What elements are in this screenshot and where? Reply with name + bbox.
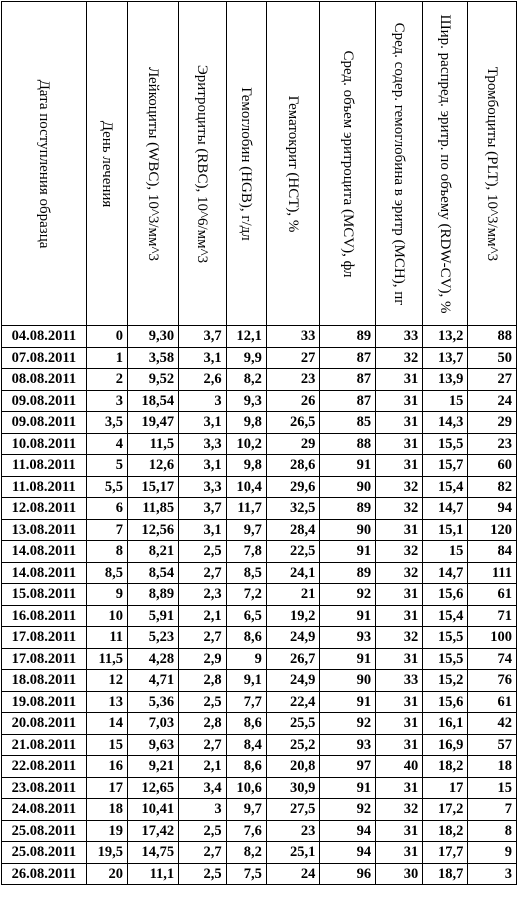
day-cell: 10 (86, 605, 127, 627)
rbc-cell: 2,5 (179, 691, 226, 713)
hgb-cell: 10,6 (226, 777, 266, 799)
wbc-cell: 9,63 (128, 734, 179, 756)
hgb-cell: 10,2 (226, 433, 266, 455)
rbc-cell: 2,1 (179, 756, 226, 778)
rbc-cell: 3,4 (179, 777, 226, 799)
plt-cell: 27 (468, 369, 517, 391)
mcv-cell: 89 (320, 326, 376, 348)
wbc-cell: 5,91 (128, 605, 179, 627)
day-cell: 15 (86, 734, 127, 756)
wbc-cell: 11,1 (128, 863, 179, 885)
hgb-cell: 9,8 (226, 455, 266, 477)
table-row (2, 519, 517, 541)
rdw-cell: 15,1 (423, 519, 468, 541)
date-cell: 19.08.2011 (2, 691, 87, 713)
day-cell: 20 (86, 863, 127, 885)
plt-cell: 61 (468, 691, 517, 713)
wbc-cell: 9,30 (128, 326, 179, 348)
rbc-cell: 2,8 (179, 670, 226, 692)
mcv-cell: 91 (320, 648, 376, 670)
wbc-cell: 15,17 (128, 476, 179, 498)
plt-cell: 94 (468, 498, 517, 520)
wbc-cell: 5,23 (128, 627, 179, 649)
hct-cell: 25,1 (266, 842, 320, 864)
header-row (2, 2, 517, 326)
wbc-cell: 9,52 (128, 369, 179, 391)
rbc-cell: 3,3 (179, 476, 226, 498)
wbc-cell: 8,54 (128, 562, 179, 584)
table-row (2, 433, 517, 455)
wbc-cell: 7,03 (128, 713, 179, 735)
date-cell: 20.08.2011 (2, 713, 87, 735)
plt-cell: 50 (468, 347, 517, 369)
day-cell: 19,5 (86, 842, 127, 864)
hgb-cell: 8,6 (226, 756, 266, 778)
date-cell: 09.08.2011 (2, 390, 87, 412)
mcv-cell: 90 (320, 519, 376, 541)
table-row (2, 562, 517, 584)
mch-cell: 32 (376, 627, 423, 649)
day-cell: 5,5 (86, 476, 127, 498)
mch-cell: 31 (376, 455, 423, 477)
rdw-cell: 17,7 (423, 842, 468, 864)
table-row (2, 627, 517, 649)
rdw-cell: 15,6 (423, 584, 468, 606)
hct-cell: 24,1 (266, 562, 320, 584)
mcv-cell: 94 (320, 842, 376, 864)
rbc-cell: 2,5 (179, 863, 226, 885)
table-row (2, 670, 517, 692)
hgb-cell: 9,8 (226, 412, 266, 434)
day-cell: 7 (86, 519, 127, 541)
mcv-cell: 92 (320, 713, 376, 735)
mcv-cell: 94 (320, 820, 376, 842)
mch-cell: 40 (376, 756, 423, 778)
column-header: День лечения (86, 2, 127, 326)
mch-cell: 31 (376, 390, 423, 412)
mcv-cell: 88 (320, 433, 376, 455)
hgb-cell: 7,6 (226, 820, 266, 842)
day-cell: 2 (86, 369, 127, 391)
wbc-cell: 8,21 (128, 541, 179, 563)
hct-cell: 29,6 (266, 476, 320, 498)
mcv-cell: 91 (320, 455, 376, 477)
mcv-cell: 96 (320, 863, 376, 885)
mch-cell: 31 (376, 777, 423, 799)
rbc-cell: 2,7 (179, 734, 226, 756)
date-cell: 17.08.2011 (2, 648, 87, 670)
mch-cell: 31 (376, 691, 423, 713)
table-row (2, 326, 517, 348)
wbc-cell: 11,85 (128, 498, 179, 520)
day-cell: 12 (86, 670, 127, 692)
hct-cell: 33 (266, 326, 320, 348)
mcv-cell: 90 (320, 670, 376, 692)
blood-test-table (1, 1, 517, 885)
rdw-cell: 13,7 (423, 347, 468, 369)
wbc-cell: 18,54 (128, 390, 179, 412)
column-header: Гемоглобин (HGB), г/дл (226, 2, 266, 326)
day-cell: 16 (86, 756, 127, 778)
day-cell: 19 (86, 820, 127, 842)
hgb-cell: 10,4 (226, 476, 266, 498)
rdw-cell: 15 (423, 390, 468, 412)
date-cell: 17.08.2011 (2, 627, 87, 649)
hgb-cell: 8,6 (226, 713, 266, 735)
mch-cell: 31 (376, 433, 423, 455)
table-row (2, 541, 517, 563)
hgb-cell: 7,7 (226, 691, 266, 713)
mcv-cell: 87 (320, 369, 376, 391)
day-cell: 13 (86, 691, 127, 713)
plt-cell: 120 (468, 519, 517, 541)
table-row (2, 863, 517, 885)
plt-cell: 29 (468, 412, 517, 434)
rdw-cell: 13,9 (423, 369, 468, 391)
date-cell: 15.08.2011 (2, 584, 87, 606)
table-row (2, 498, 517, 520)
rbc-cell: 3,7 (179, 498, 226, 520)
column-header: Сред. объем эритроцита (MCV), фл (320, 2, 376, 326)
table-row (2, 412, 517, 434)
mcv-cell: 91 (320, 605, 376, 627)
hct-cell: 21 (266, 584, 320, 606)
plt-cell: 8 (468, 820, 517, 842)
wbc-cell: 12,65 (128, 777, 179, 799)
date-cell: 14.08.2011 (2, 541, 87, 563)
day-cell: 18 (86, 799, 127, 821)
plt-cell: 111 (468, 562, 517, 584)
table-row (2, 756, 517, 778)
table-row (2, 369, 517, 391)
hct-cell: 27,5 (266, 799, 320, 821)
wbc-cell: 12,56 (128, 519, 179, 541)
date-cell: 13.08.2011 (2, 519, 87, 541)
plt-cell: 3 (468, 863, 517, 885)
mch-cell: 33 (376, 670, 423, 692)
table-row (2, 842, 517, 864)
day-cell: 9 (86, 584, 127, 606)
hct-cell: 32,5 (266, 498, 320, 520)
table-row (2, 648, 517, 670)
hgb-cell: 8,6 (226, 627, 266, 649)
mcv-cell: 91 (320, 777, 376, 799)
mcv-cell: 91 (320, 691, 376, 713)
hct-cell: 19,2 (266, 605, 320, 627)
day-cell: 14 (86, 713, 127, 735)
hct-cell: 28,4 (266, 519, 320, 541)
column-header: Лейкоциты (WBC), 10^3/мм^3 (128, 2, 179, 326)
day-cell: 4 (86, 433, 127, 455)
mch-cell: 31 (376, 605, 423, 627)
table-row (2, 799, 517, 821)
table-row (2, 691, 517, 713)
rbc-cell: 2,8 (179, 713, 226, 735)
plt-cell: 61 (468, 584, 517, 606)
plt-cell: 88 (468, 326, 517, 348)
date-cell: 11.08.2011 (2, 476, 87, 498)
rdw-cell: 15,4 (423, 605, 468, 627)
wbc-cell: 4,71 (128, 670, 179, 692)
hct-cell: 25,5 (266, 713, 320, 735)
day-cell: 11 (86, 627, 127, 649)
mcv-cell: 90 (320, 476, 376, 498)
rbc-cell: 2,5 (179, 820, 226, 842)
date-cell: 11.08.2011 (2, 455, 87, 477)
date-cell: 21.08.2011 (2, 734, 87, 756)
hgb-cell: 9,7 (226, 799, 266, 821)
date-cell: 14.08.2011 (2, 562, 87, 584)
rdw-cell: 15,7 (423, 455, 468, 477)
mch-cell: 30 (376, 863, 423, 885)
rbc-cell: 3,3 (179, 433, 226, 455)
rbc-cell: 3,7 (179, 326, 226, 348)
rbc-cell: 2,6 (179, 369, 226, 391)
table-row (2, 455, 517, 477)
date-cell: 07.08.2011 (2, 347, 87, 369)
hct-cell: 30,9 (266, 777, 320, 799)
mch-cell: 32 (376, 562, 423, 584)
rbc-cell: 2,5 (179, 541, 226, 563)
mch-cell: 33 (376, 326, 423, 348)
hgb-cell: 8,4 (226, 734, 266, 756)
rbc-cell: 3 (179, 390, 226, 412)
wbc-cell: 3,58 (128, 347, 179, 369)
table-body (2, 326, 517, 885)
rdw-cell: 15,5 (423, 627, 468, 649)
rdw-cell: 16,1 (423, 713, 468, 735)
rdw-cell: 14,3 (423, 412, 468, 434)
plt-cell: 82 (468, 476, 517, 498)
rbc-cell: 2,7 (179, 842, 226, 864)
wbc-cell: 10,41 (128, 799, 179, 821)
day-cell: 0 (86, 326, 127, 348)
rdw-cell: 13,2 (423, 326, 468, 348)
plt-cell: 23 (468, 433, 517, 455)
hgb-cell: 12,1 (226, 326, 266, 348)
day-cell: 17 (86, 777, 127, 799)
plt-cell: 9 (468, 842, 517, 864)
mch-cell: 32 (376, 476, 423, 498)
rbc-cell: 2,3 (179, 584, 226, 606)
mch-cell: 31 (376, 584, 423, 606)
rbc-cell: 3,1 (179, 347, 226, 369)
day-cell: 3 (86, 390, 127, 412)
hct-cell: 26 (266, 390, 320, 412)
rdw-cell: 17 (423, 777, 468, 799)
rbc-cell: 2,9 (179, 648, 226, 670)
date-cell: 09.08.2011 (2, 412, 87, 434)
table-row (2, 820, 517, 842)
plt-cell: 71 (468, 605, 517, 627)
rdw-cell: 14,7 (423, 498, 468, 520)
plt-cell: 18 (468, 756, 517, 778)
hct-cell: 23 (266, 369, 320, 391)
mcv-cell: 85 (320, 412, 376, 434)
plt-cell: 60 (468, 455, 517, 477)
mch-cell: 32 (376, 799, 423, 821)
day-cell: 8 (86, 541, 127, 563)
mcv-cell: 92 (320, 799, 376, 821)
mch-cell: 31 (376, 820, 423, 842)
rdw-cell: 18,7 (423, 863, 468, 885)
wbc-cell: 9,21 (128, 756, 179, 778)
hgb-cell: 9,9 (226, 347, 266, 369)
wbc-cell: 8,89 (128, 584, 179, 606)
date-cell: 23.08.2011 (2, 777, 87, 799)
date-cell: 22.08.2011 (2, 756, 87, 778)
rdw-cell: 18,2 (423, 756, 468, 778)
rdw-cell: 15,5 (423, 648, 468, 670)
rbc-cell: 2,7 (179, 627, 226, 649)
column-header: Эритроциты (RBC), 10^6/мм^3 (179, 2, 226, 326)
hgb-cell: 9 (226, 648, 266, 670)
rdw-cell: 15,6 (423, 691, 468, 713)
date-cell: 12.08.2011 (2, 498, 87, 520)
day-cell: 5 (86, 455, 127, 477)
table-row (2, 713, 517, 735)
date-cell: 10.08.2011 (2, 433, 87, 455)
day-cell: 6 (86, 498, 127, 520)
mcv-cell: 89 (320, 498, 376, 520)
wbc-cell: 12,6 (128, 455, 179, 477)
mch-cell: 31 (376, 713, 423, 735)
hct-cell: 24,9 (266, 670, 320, 692)
table-row (2, 734, 517, 756)
mcv-cell: 93 (320, 627, 376, 649)
date-cell: 08.08.2011 (2, 369, 87, 391)
hgb-cell: 8,2 (226, 842, 266, 864)
mcv-cell: 93 (320, 734, 376, 756)
hct-cell: 28,6 (266, 455, 320, 477)
mcv-cell: 87 (320, 347, 376, 369)
rdw-cell: 15,5 (423, 433, 468, 455)
rdw-cell: 16,9 (423, 734, 468, 756)
table-row (2, 390, 517, 412)
rdw-cell: 15,2 (423, 670, 468, 692)
table-row (2, 605, 517, 627)
mch-cell: 32 (376, 541, 423, 563)
rbc-cell: 3,1 (179, 455, 226, 477)
mch-cell: 31 (376, 519, 423, 541)
plt-cell: 74 (468, 648, 517, 670)
mch-cell: 32 (376, 498, 423, 520)
rbc-cell: 3,1 (179, 519, 226, 541)
hgb-cell: 9,1 (226, 670, 266, 692)
mcv-cell: 92 (320, 584, 376, 606)
hgb-cell: 7,2 (226, 584, 266, 606)
date-cell: 04.08.2011 (2, 326, 87, 348)
plt-cell: 57 (468, 734, 517, 756)
hct-cell: 23 (266, 820, 320, 842)
mch-cell: 31 (376, 412, 423, 434)
hct-cell: 25,2 (266, 734, 320, 756)
plt-cell: 24 (468, 390, 517, 412)
hgb-cell: 8,2 (226, 369, 266, 391)
hgb-cell: 6,5 (226, 605, 266, 627)
mch-cell: 31 (376, 648, 423, 670)
mch-cell: 31 (376, 369, 423, 391)
rbc-cell: 2,7 (179, 562, 226, 584)
hct-cell: 29 (266, 433, 320, 455)
table-row (2, 476, 517, 498)
hct-cell: 26,5 (266, 412, 320, 434)
hgb-cell: 7,5 (226, 863, 266, 885)
hct-cell: 22,4 (266, 691, 320, 713)
column-header: Сред. содер. гемоглобина в эритр (MCH), пг (376, 2, 423, 326)
plt-cell: 7 (468, 799, 517, 821)
column-header: Гематокрит (HCT), % (266, 2, 320, 326)
hct-cell: 24 (266, 863, 320, 885)
wbc-cell: 11,5 (128, 433, 179, 455)
hct-cell: 26,7 (266, 648, 320, 670)
table-row (2, 584, 517, 606)
rdw-cell: 15 (423, 541, 468, 563)
mcv-cell: 89 (320, 562, 376, 584)
date-cell: 26.08.2011 (2, 863, 87, 885)
rbc-cell: 2,1 (179, 605, 226, 627)
hgb-cell: 9,3 (226, 390, 266, 412)
hct-cell: 20,8 (266, 756, 320, 778)
mcv-cell: 87 (320, 390, 376, 412)
column-header: Шир. распред. эритр. по объему (RDW-CV), % (423, 2, 468, 326)
date-cell: 16.08.2011 (2, 605, 87, 627)
hct-cell: 27 (266, 347, 320, 369)
column-header: Тромбоциты (PLT), 10^3/мм^3 (468, 2, 517, 326)
hgb-cell: 7,8 (226, 541, 266, 563)
rdw-cell: 18,2 (423, 820, 468, 842)
hgb-cell: 8,5 (226, 562, 266, 584)
wbc-cell: 17,42 (128, 820, 179, 842)
plt-cell: 84 (468, 541, 517, 563)
rdw-cell: 14,7 (423, 562, 468, 584)
column-header: Дата поступления образца (2, 2, 87, 326)
day-cell: 3,5 (86, 412, 127, 434)
date-cell: 18.08.2011 (2, 670, 87, 692)
table-row (2, 777, 517, 799)
plt-cell: 15 (468, 777, 517, 799)
date-cell: 25.08.2011 (2, 842, 87, 864)
mch-cell: 32 (376, 347, 423, 369)
rdw-cell: 15,4 (423, 476, 468, 498)
plt-cell: 42 (468, 713, 517, 735)
rbc-cell: 3 (179, 799, 226, 821)
table-row (2, 347, 517, 369)
date-cell: 25.08.2011 (2, 820, 87, 842)
wbc-cell: 14,75 (128, 842, 179, 864)
rbc-cell: 3,1 (179, 412, 226, 434)
mcv-cell: 91 (320, 541, 376, 563)
plt-cell: 76 (468, 670, 517, 692)
mcv-cell: 97 (320, 756, 376, 778)
day-cell: 8,5 (86, 562, 127, 584)
day-cell: 1 (86, 347, 127, 369)
rdw-cell: 17,2 (423, 799, 468, 821)
date-cell: 24.08.2011 (2, 799, 87, 821)
hct-cell: 22,5 (266, 541, 320, 563)
plt-cell: 100 (468, 627, 517, 649)
wbc-cell: 4,28 (128, 648, 179, 670)
day-cell: 11,5 (86, 648, 127, 670)
mch-cell: 31 (376, 734, 423, 756)
wbc-cell: 5,36 (128, 691, 179, 713)
mch-cell: 31 (376, 842, 423, 864)
hgb-cell: 9,7 (226, 519, 266, 541)
hgb-cell: 11,7 (226, 498, 266, 520)
wbc-cell: 19,47 (128, 412, 179, 434)
hct-cell: 24,9 (266, 627, 320, 649)
